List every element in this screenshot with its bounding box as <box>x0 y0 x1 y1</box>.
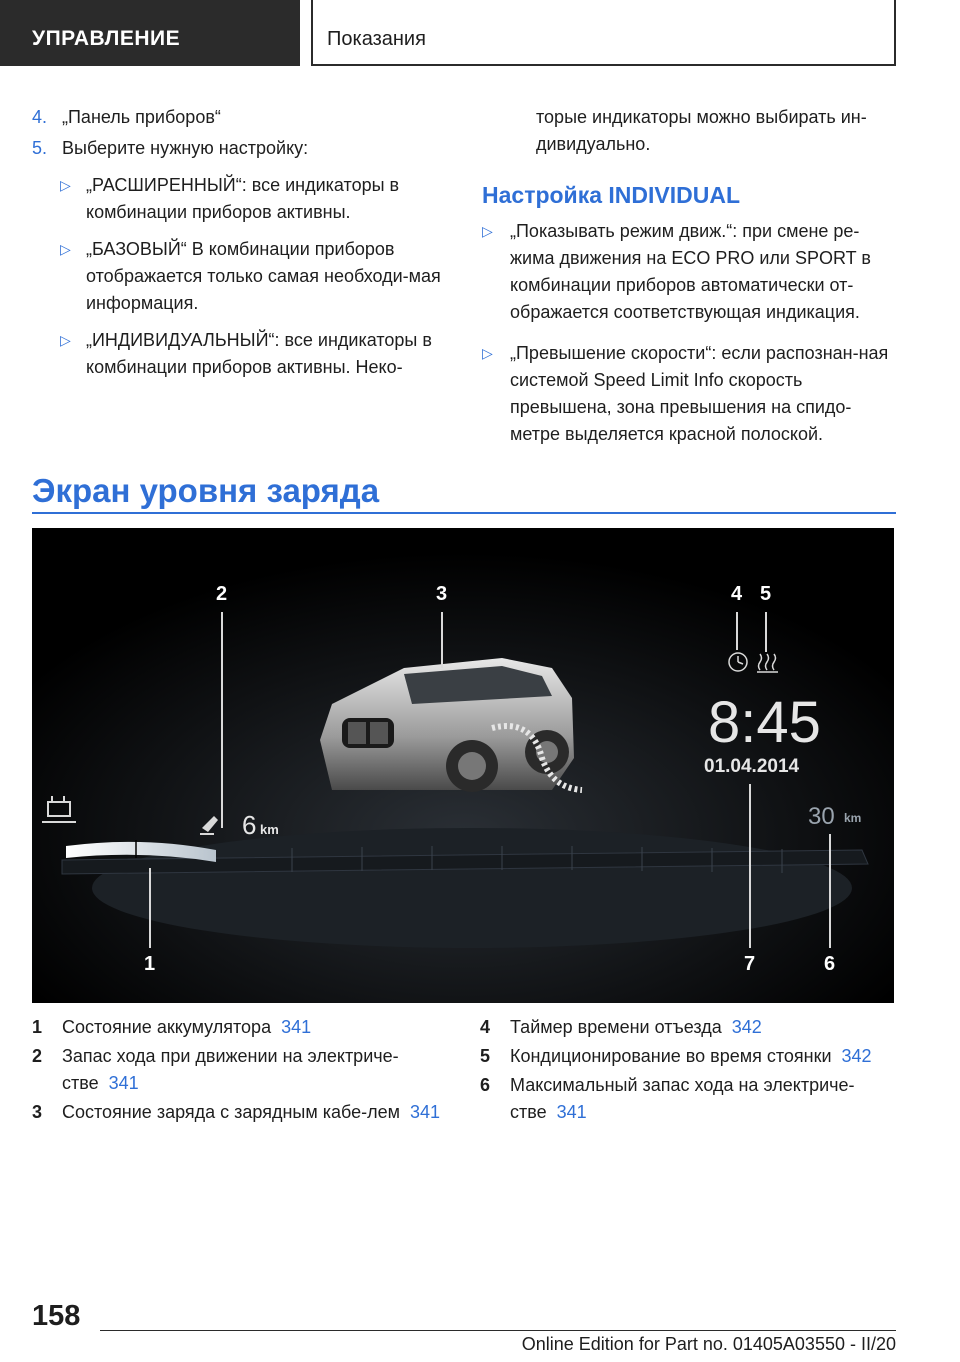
step-4-number: 4. <box>32 107 48 127</box>
electric-range-value: 6 <box>242 810 257 840</box>
legend-number: 5 <box>480 1046 491 1066</box>
legend-text: Максимальный запас хода на электриче-стве <box>510 1075 855 1122</box>
option-extended <box>32 172 452 226</box>
clock-time: 8:45 <box>708 690 821 755</box>
option-extended-text: „РАСШИРЕННЫЙ“: все индикаторы в комбинации приборов активны. <box>86 175 400 222</box>
header-section-label: УПРАВЛЕНИЕ <box>32 27 181 50</box>
left-column <box>32 104 452 385</box>
triangle-bullet-icon: ▷ <box>60 177 71 193</box>
triangle-bullet-icon: ▷ <box>60 332 71 348</box>
option-basic-text: „БАЗОВЫЙ“ В комбинации приборов отображается только самая необходи-мая информация. <box>86 239 441 313</box>
section-divider <box>32 512 896 514</box>
legend-left <box>32 1014 452 1128</box>
charge-level-display-figure <box>32 528 894 1003</box>
legend-item-1 <box>32 1014 452 1041</box>
legend-text: Состояние заряда с зарядным кабе-лем <box>62 1102 401 1122</box>
clock-date: 01.04.2014 <box>704 756 800 777</box>
page-reference-link[interactable]: 342 <box>841 1046 872 1066</box>
setting-drive-mode-text: „Показывать режим движ.“: при смене ре-жима движения на ECO PRO или SPORT в комбинации приборов автоматически от-ображается соответствующая индикация. <box>510 221 871 322</box>
legend-number: 1 <box>32 1017 43 1037</box>
callout-1: 1 <box>144 953 156 975</box>
legend-text: Состояние аккумулятора <box>62 1017 272 1037</box>
electric-range-unit: km <box>260 822 279 837</box>
triangle-bullet-icon: ▷ <box>482 223 493 239</box>
callout-2: 2 <box>216 583 228 605</box>
instrument-cluster-illustration <box>32 528 894 1003</box>
callout-3: 3 <box>436 583 448 605</box>
legend-item-4 <box>480 1014 896 1041</box>
legend-item-3 <box>32 1099 452 1126</box>
triangle-bullet-icon: ▷ <box>60 241 71 257</box>
legend-text: Запас хода при движении на электриче-стве <box>62 1046 399 1093</box>
option-individual-text: „ИНДИВИДУАЛЬНЫЙ“: все индикаторы в комбинации приборов активны. Неко- <box>86 330 432 377</box>
step-5-text: Выберите нужную настройку: <box>62 138 309 158</box>
step-5 <box>32 135 452 162</box>
legend-item-2 <box>32 1043 452 1097</box>
option-basic <box>32 236 452 317</box>
header-topic-label: Показания <box>327 28 426 50</box>
callout-5: 5 <box>760 583 772 605</box>
legend-item-6 <box>480 1072 896 1126</box>
max-range-unit: km <box>844 811 862 825</box>
max-range-value: 30 <box>808 803 835 830</box>
step-4 <box>32 104 452 131</box>
triangle-bullet-icon: ▷ <box>482 345 493 361</box>
legend-item-5 <box>480 1043 896 1070</box>
page-reference-link[interactable]: 341 <box>108 1073 139 1093</box>
step-4-text: „Панель приборов“ <box>62 107 221 127</box>
setting-speed-exceeded-text: „Превышение скорости“: если распознан-ная системой Speed Limit Info скорость превышена, зона превышения на спидо-метре выделяется красной полоской. <box>510 343 889 444</box>
subheading-individual: Настройка INDIVIDUAL <box>482 182 740 208</box>
legend-number: 3 <box>32 1102 43 1122</box>
header-section-tab <box>0 0 300 66</box>
legend-number: 2 <box>32 1046 43 1066</box>
legend-right <box>480 1014 896 1128</box>
right-column <box>482 104 896 448</box>
callout-7: 7 <box>744 953 756 975</box>
footer-divider <box>100 1330 896 1331</box>
legend-number: 6 <box>480 1075 491 1095</box>
page-reference-link[interactable]: 341 <box>281 1017 312 1037</box>
section-title: Экран уровня заряда <box>32 472 380 509</box>
legend-text: Таймер времени отъезда <box>510 1017 722 1037</box>
page-reference-link[interactable]: 341 <box>556 1102 587 1122</box>
step-5-number: 5. <box>32 138 48 158</box>
callout-4: 4 <box>731 583 743 605</box>
continued-text: торые индикаторы можно выбирать ин-дивидуально. <box>536 107 867 154</box>
floor-reflection <box>92 828 852 948</box>
legend-number: 4 <box>480 1017 491 1037</box>
option-individual <box>32 327 452 381</box>
footer-edition-text: Online Edition for Part no. 01405A03550 - II/20 <box>521 1334 896 1354</box>
legend-text: Кондиционирование во время стоянки <box>510 1046 832 1066</box>
page-number: 158 <box>32 1300 81 1332</box>
setting-drive-mode <box>482 218 896 326</box>
setting-speed-exceeded <box>482 340 896 448</box>
callout-6: 6 <box>824 953 836 975</box>
header-topic-tab <box>311 0 896 66</box>
page-reference-link[interactable]: 342 <box>731 1017 762 1037</box>
page-reference-link[interactable]: 341 <box>410 1102 441 1122</box>
